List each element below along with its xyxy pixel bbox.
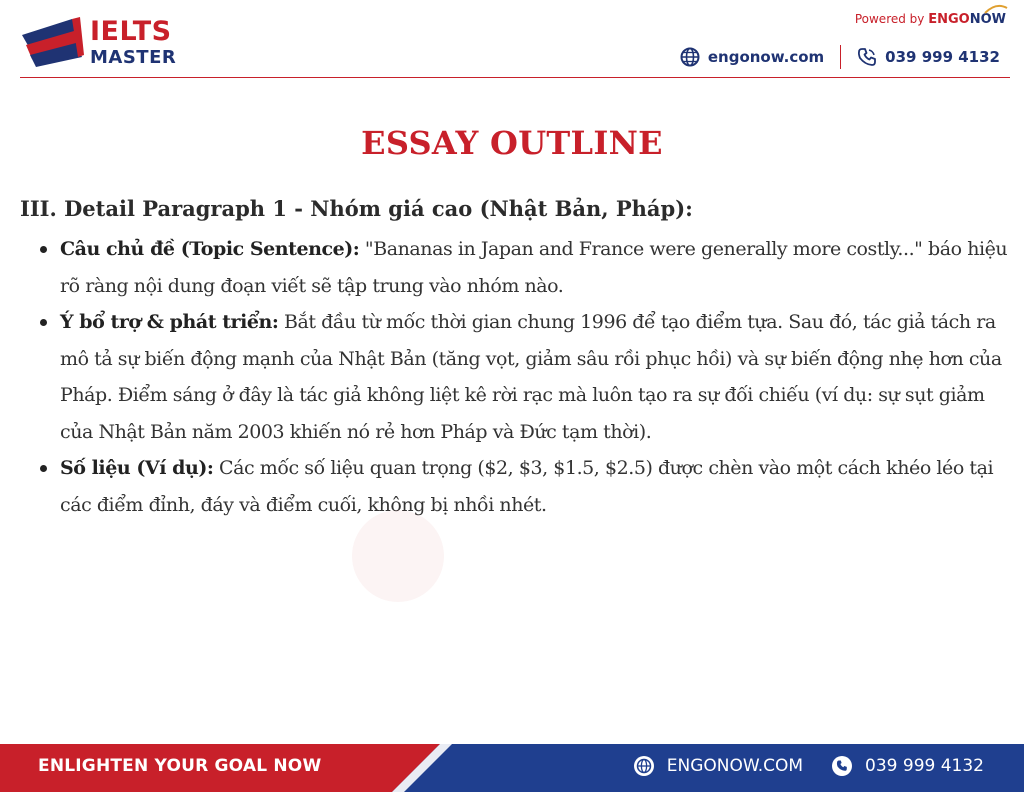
engonow-brand[interactable] [928, 12, 1006, 27]
header-phone-link[interactable] [857, 47, 1000, 67]
footer-website-text: ENGONOW.COM [666, 756, 804, 776]
bullet-dot-icon [40, 319, 47, 326]
bullet-text: "Bananas in Japan and France were generally more costly..." báo hiệu rõ ràng nội dung đoạn viết sẽ tập trung vào nhóm nào. [60, 238, 1008, 297]
footer-website-link[interactable] [633, 755, 803, 777]
header-divider [20, 77, 1010, 78]
bullet-text: Các mốc số liệu quan trọng ($2, $3, $1.5, $2.5) được chèn vào một cách khéo léo tại các điểm đỉnh, đáy và điểm cuối, không bị nhồi nhét. [60, 457, 994, 516]
bullet-label: Số liệu (Ví dụ): [60, 457, 214, 479]
bullet-supporting-ideas [20, 304, 1020, 450]
watermark-circle [352, 510, 444, 602]
header-contact-divider [840, 45, 841, 69]
bullet-label: Ý bổ trợ & phát triển: [60, 311, 279, 333]
footer-phone-text: 039 999 4132 [865, 756, 984, 776]
bullet-label: Câu chủ đề (Topic Sentence): [60, 238, 360, 260]
section-heading: III. Detail Paragraph 1 - Nhóm giá cao (Nhật Bản, Pháp): [20, 196, 693, 221]
page-header [0, 0, 1024, 78]
page-title: ESSAY OUTLINE [361, 124, 663, 162]
powered-by [855, 12, 1006, 27]
brand-part-engo: ENGO [928, 12, 970, 27]
footer-phone-link[interactable] [831, 755, 984, 777]
header-website-link[interactable] [680, 47, 824, 67]
logo-word-master: MASTER [90, 47, 177, 68]
page-footer [0, 744, 1024, 792]
header-website-text: engonow.com [707, 48, 825, 66]
globe-icon [633, 755, 655, 777]
logo-word-ielts: IELTS [90, 16, 172, 47]
phone-icon [857, 47, 877, 67]
outline-bullet-list [20, 231, 1020, 523]
brand-swoosh-icon [984, 4, 1008, 14]
bullet-data-examples [20, 450, 1020, 523]
ielts-master-logo[interactable] [20, 15, 190, 71]
logo-mark-icon [20, 15, 86, 71]
brand-part-now: NOW [969, 12, 1006, 27]
header-contact [680, 46, 1000, 68]
bullet-dot-icon [40, 465, 47, 472]
phone-icon [831, 755, 853, 777]
bullet-text: Bắt đầu từ mốc thời gian chung 1996 để tạo điểm tựa. Sau đó, tác giả tách ra mô tả sự biến động mạnh của Nhật Bản (tăng vọt, giảm sâu rồi phục hồi) và sự biến động nhẹ hơn của Pháp. Điểm sáng ở đây là tác giả không liệt kê rời rạc mà luôn tạo ra sự đối chiếu (ví dụ: sự sụt giảm của Nhật Bản năm 2003 khiến nó rẻ hơn Pháp và Đức tạm thời). [60, 311, 1002, 443]
powered-by-prefix: Powered by [854, 12, 925, 26]
globe-icon [680, 47, 700, 67]
footer-contact [633, 755, 984, 777]
bullet-dot-icon [40, 246, 47, 253]
bullet-topic-sentence [20, 231, 1020, 304]
footer-slogan: ENLIGHTEN YOUR GOAL NOW [38, 756, 322, 776]
header-phone-text: 039 999 4132 [885, 48, 1000, 66]
